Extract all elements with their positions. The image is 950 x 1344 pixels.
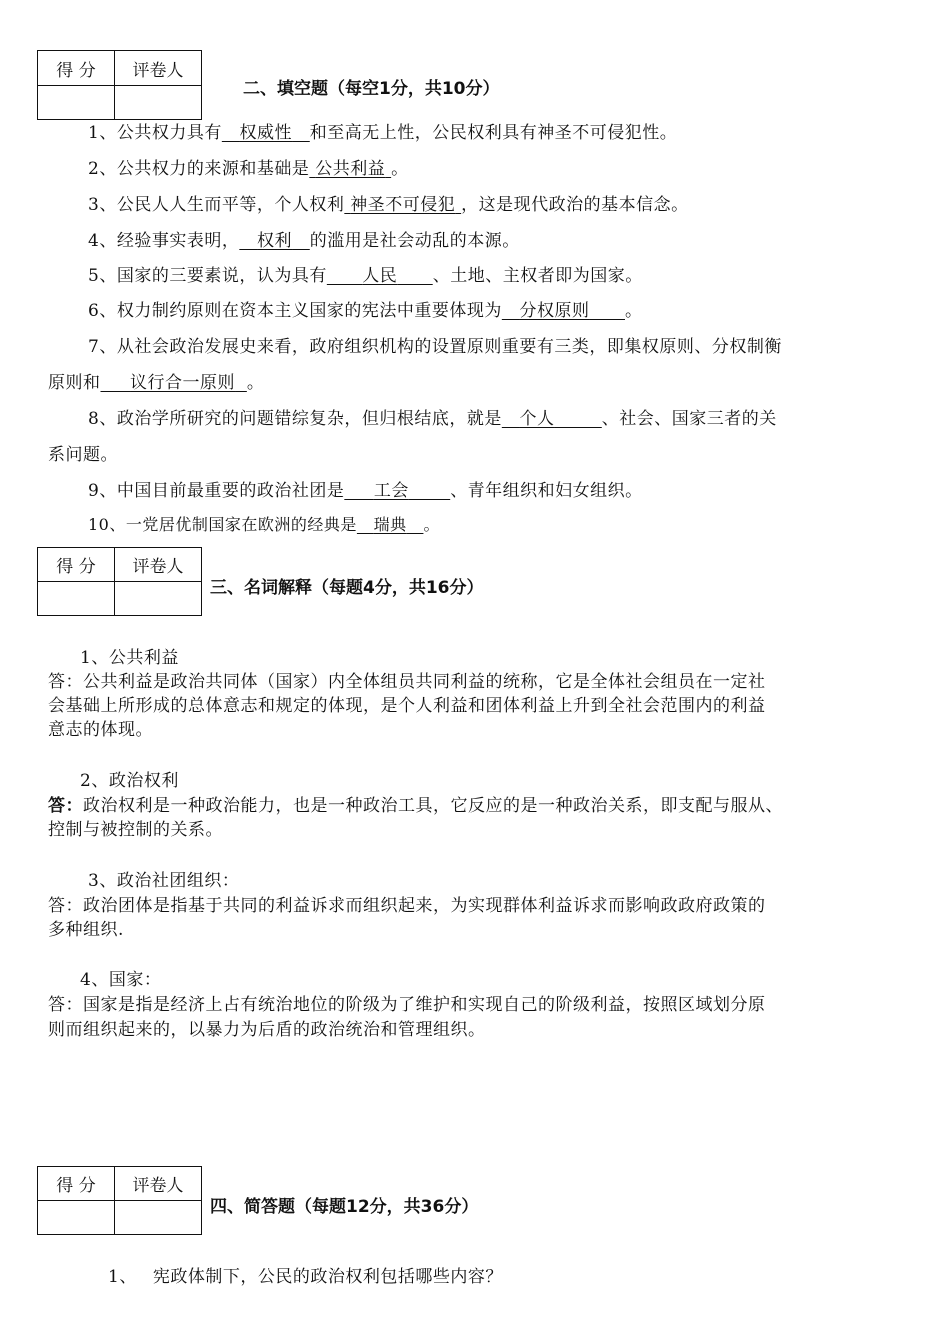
short-answer-question-1: 1、 宪政体制下，公民的政治权利包括哪些内容？ [108,1267,503,1287]
grader-cell[interactable] [115,582,202,616]
score-cell[interactable] [38,86,115,120]
definition-3-line2: 多种组织. [48,920,124,940]
fill-item-1: 1、公共权力具有 权威性 和至高无上性，公民权利具有神圣不可侵犯性。 [88,123,678,143]
fill-item-7: 7、从社会政治发展史来看，政府组织机构的设置原则重要有三类，即集权原则、分权制衡 [88,337,782,357]
fill-item-8: 8、政治学所研究的问题错综复杂，但归根结底，就是 个人 、社会、国家三者的关 [88,409,777,429]
fill-item-2: 2、公共权力的来源和基础是 公共利益 。 [88,159,409,179]
score-table-1 [37,50,202,120]
fill-item-10: 10、一党居优制国家在欧洲的经典是 瑞典 。 [88,515,440,534]
answer-blank: 公共利益 [315,159,386,179]
definition-1-line2: 会基础上所形成的总体意志和规定的体现，是个人利益和团体利益上升到全社会范围内的利益 [48,696,766,716]
answer-blank: 人民 [362,266,398,286]
answer-blank: 瑞典 [373,515,407,534]
grader-label: 评卷人 [115,548,202,582]
answer-blank: 分权原则 [519,301,590,321]
term-3: 3、政治社团组织： [88,871,240,891]
definition-2-line2: 控制与被控制的关系。 [48,820,223,840]
fill-item-8-cont: 系问题。 [48,445,118,465]
definition-1-line3: 意志的体现。 [48,720,153,740]
score-table-2 [37,547,202,616]
fill-item-5: 5、国家的三要素说，认为具有 人民 、土地、主权者即为国家。 [88,266,643,286]
answer-blank: 权利 [257,231,293,251]
answer-blank: 工会 [373,481,409,501]
answer-blank: 权威性 [239,123,293,143]
score-cell[interactable] [38,1201,115,1235]
fill-item-7-cont: 原则和 议行合一原则 。 [48,373,265,393]
score-label: 得 分 [38,548,115,582]
section2-title: 二、填空题（每空1分，共10分） [243,79,500,99]
definition-3: 答：政治团体是指基于共同的利益诉求而组织起来，为实现群体利益诉求而影响政政府政策的 [48,896,766,916]
grader-cell[interactable] [115,1201,202,1235]
section4-title: 四、简答题（每题12分，共36分） [210,1197,479,1217]
definition-1: 答：公共利益是政治共同体（国家）内全体组员共同利益的统称，它是全体社会组员在一定社 [48,672,766,692]
answer-blank: 神圣不可侵犯 [350,195,456,215]
grader-label: 评卷人 [115,51,202,86]
score-table-3 [37,1166,202,1235]
definition-2: 答：政治权利是一种政治能力，也是一种政治工具，它反应的是一种政治关系，即支配与服从、 [48,796,783,816]
score-label: 得 分 [38,1167,115,1201]
fill-item-3: 3、公民人人生而平等，个人权利 神圣不可侵犯 ，这是现代政治的基本信念。 [88,195,689,215]
answer-blank: 议行合一原则 [130,373,236,393]
definition-4-line2: 则而组织起来的，以暴力为后盾的政治统治和管理组织。 [48,1020,486,1040]
score-cell[interactable] [38,582,115,616]
fill-item-9: 9、中国目前最重要的政治社团是 工会 、青年组织和妇女组织。 [88,481,643,501]
answer-blank: 个人 [519,409,555,429]
section3-title: 三、名词解释（每题4分，共16分） [210,578,484,598]
fill-item-6: 6、权力制约原则在资本主义国家的宪法中重要体现为 分权原则 。 [88,301,643,321]
grader-label: 评卷人 [115,1167,202,1201]
fill-item-4: 4、经验事实表明， 权利 的滥用是社会动乱的本源。 [88,231,520,251]
term-4: 4、国家： [80,970,162,990]
term-1: 1、公共利益 [80,648,179,668]
score-label: 得 分 [38,51,115,86]
term-2: 2、政治权利 [80,771,179,791]
definition-4: 答：国家是指是经济上占有统治地位的阶级为了维护和实现自己的阶级利益，按照区域划分原 [48,995,766,1015]
grader-cell[interactable] [115,86,202,120]
